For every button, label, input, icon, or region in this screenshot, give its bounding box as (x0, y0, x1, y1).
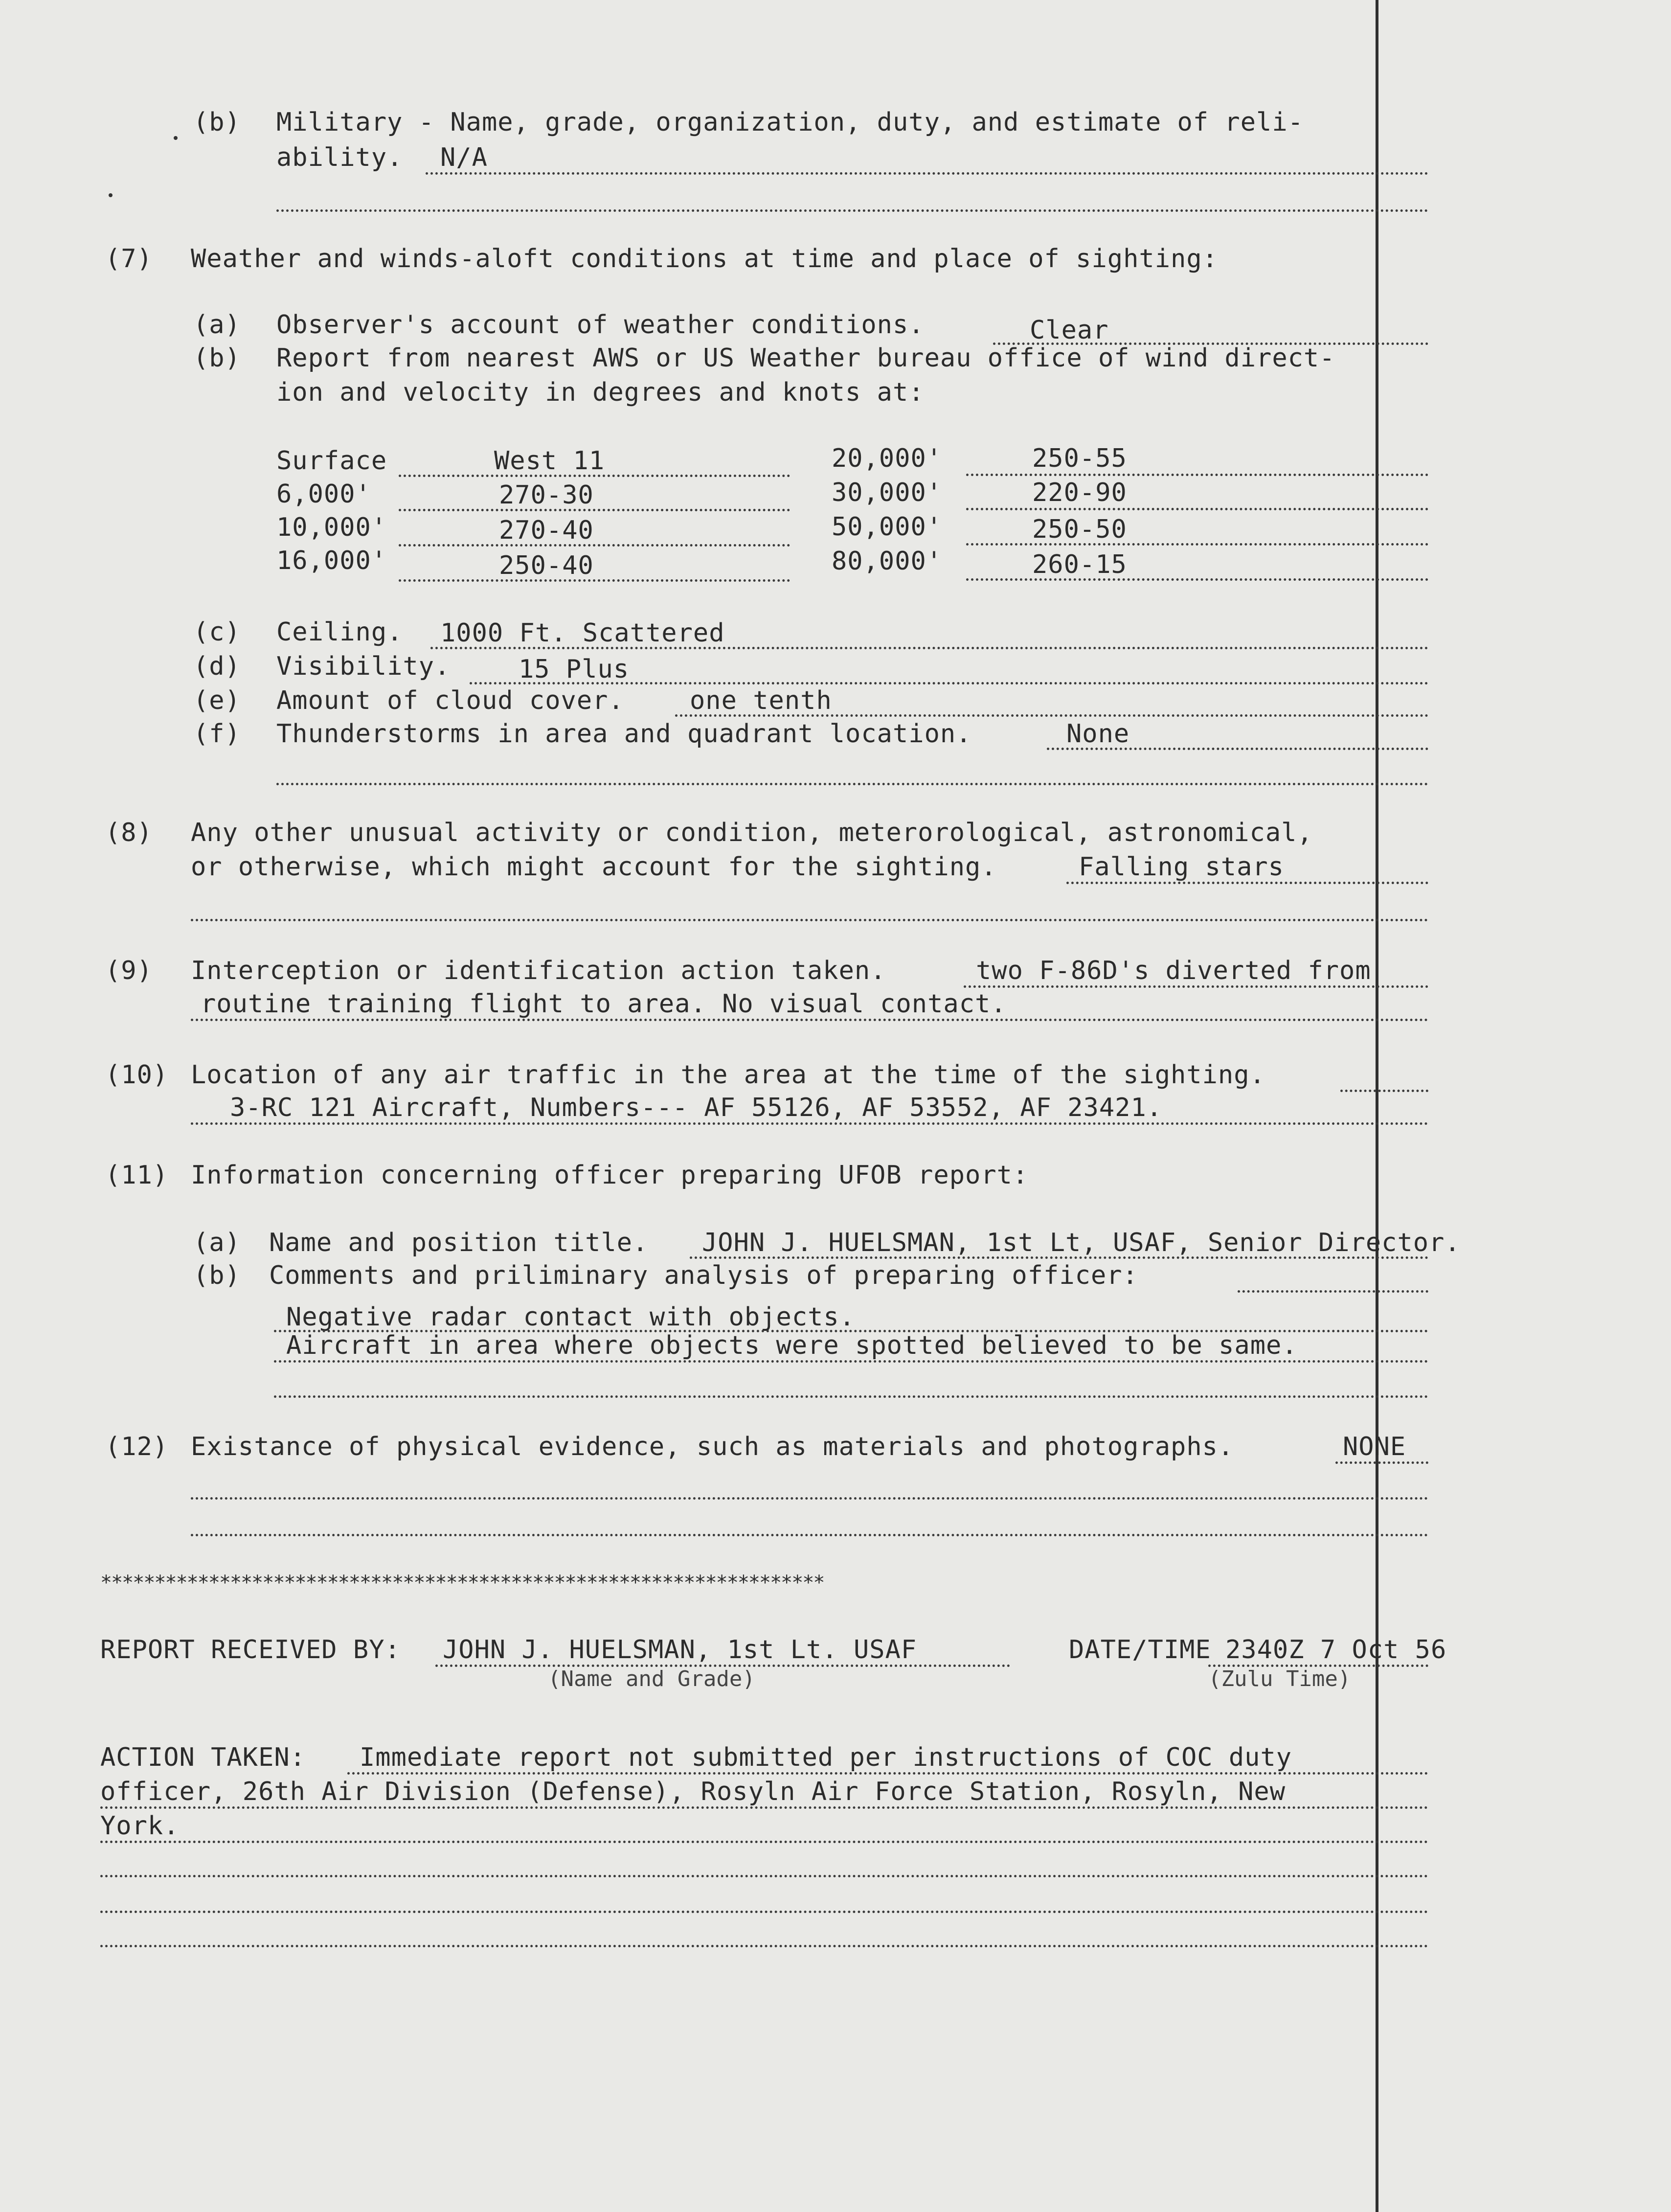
received-label: REPORT RECEIVED BY: (100, 1635, 401, 1665)
item6b-line1: Military - Name, grade, organization, duty, and estimate of reli- (276, 108, 1304, 137)
item11a-text: Name and position title. (269, 1228, 649, 1257)
item9-value2: routine training flight to area. No visual contact. (201, 989, 1007, 1019)
wind-alt-left-0: Surface (276, 446, 387, 476)
wind-alt-left-2: 10,000' (276, 513, 387, 542)
item11b-underline (1238, 1290, 1428, 1293)
item7e-label: (e) (193, 686, 241, 715)
wind-alt-left-3: 16,000' (276, 546, 387, 575)
item11a-label: (a) (193, 1228, 241, 1257)
item9-value1: two F-86D's diverted from (976, 956, 1371, 985)
received-date-value: 2340Z 7 Oct 56 (1225, 1635, 1447, 1665)
item12-underline (1335, 1461, 1428, 1464)
item12-text: Existance of physical evidence, such as materials and photographs. (191, 1432, 1234, 1461)
item6b-line2: ability. (276, 143, 403, 172)
item7e-text: Amount of cloud cover. (276, 686, 624, 715)
action-underline (100, 1841, 1428, 1843)
wind-underline (399, 544, 790, 547)
item7c-label: (c) (193, 617, 241, 647)
wind-val-right-1: 220-90 (1032, 478, 1127, 507)
item12-label: (12) (105, 1432, 169, 1461)
item11b-underline (274, 1360, 1428, 1363)
item10-underline (191, 1122, 1428, 1125)
action-line1: Immediate report not submitted per instructions of COC duty (360, 1743, 1292, 1772)
item11b-comment2: Aircraft in area where objects were spotted believed to be same. (286, 1331, 1298, 1360)
item8-blank-line (191, 919, 1428, 921)
item10-label: (10) (105, 1060, 169, 1090)
item12-value: NONE (1343, 1432, 1406, 1461)
item12-blank-line (191, 1497, 1428, 1500)
item10-value: 3-RC 121 Aircraft, Numbers--- AF 55126, AF 53552, AF 23421. (230, 1093, 1163, 1122)
action-line2: officer, 26th Air Division (Defense), Rosyln Air Force Station, Rosyln, New (100, 1777, 1286, 1806)
item6b-label: (b) (193, 108, 241, 137)
item6b-blank-line (276, 209, 1428, 212)
item11a-value: JOHN J. HUELSMAN, 1st Lt, USAF, Senior Director. (702, 1228, 1461, 1257)
item8-line2: or otherwise, which might account for the sighting. (191, 852, 997, 882)
wind-underline (399, 579, 790, 582)
action-blank-line (100, 1911, 1428, 1913)
item9-underline (964, 985, 1428, 988)
wind-underline (966, 508, 1428, 510)
item7b-label: (b) (193, 343, 241, 373)
wind-underline (966, 578, 1428, 581)
received-date-caption: (Zulu Time) (1208, 1666, 1351, 1691)
item7e-underline (675, 714, 1428, 717)
wind-alt-left-1: 6,000' (276, 479, 371, 509)
item7d-label: (d) (193, 652, 241, 681)
wind-alt-right-1: 30,000' (832, 478, 943, 507)
item9-label: (9) (105, 956, 153, 985)
item7d-underline (470, 682, 1428, 684)
item7-label: (7) (105, 244, 153, 274)
item11b-text: Comments and priliminary analysis of preparing officer: (269, 1261, 1138, 1290)
item7a-value: Clear (1030, 316, 1109, 345)
item11b-blank-line (274, 1395, 1428, 1398)
action-underline (347, 1772, 1428, 1775)
item6b-value: N/A (440, 143, 488, 172)
item7d-value: 15 Plus (519, 655, 630, 684)
wind-alt-right-0: 20,000' (832, 444, 943, 473)
item7f-blank-line (276, 783, 1428, 785)
item7c-underline (430, 647, 1428, 649)
item11b-label: (b) (193, 1261, 241, 1290)
wind-alt-right-2: 50,000' (832, 512, 943, 542)
wind-val-right-0: 250-55 (1032, 444, 1127, 473)
action-label: ACTION TAKEN: (100, 1743, 306, 1772)
item7f-text: Thunderstorms in area and quadrant location. (276, 719, 972, 749)
action-line3: York. (100, 1811, 180, 1841)
received-name: JOHN J. HUELSMAN, 1st Lt. USAF (443, 1635, 917, 1665)
item7f-value: None (1066, 719, 1130, 749)
item6b-underline (426, 172, 1428, 175)
item7b-line1: Report from nearest AWS or US Weather bureau office of wind direct- (276, 343, 1335, 373)
item7a-label: (a) (193, 310, 241, 340)
item7f-underline (1047, 748, 1428, 750)
item11-label: (11) (105, 1161, 169, 1190)
item12-blank-line (191, 1534, 1428, 1536)
item7b-line2: ion and velocity in degrees and knots at: (276, 378, 925, 407)
item7c-text: Ceiling. (276, 617, 403, 647)
wind-val-right-2: 250-50 (1032, 515, 1127, 544)
action-underline (100, 1806, 1428, 1809)
received-name-caption: (Name and Grade) (548, 1666, 755, 1691)
wind-underline (966, 474, 1428, 476)
wind-underline (399, 475, 790, 477)
wind-val-left-0: West 11 (494, 446, 605, 476)
item10-underline (1340, 1090, 1428, 1092)
item7e-value: one tenth (690, 686, 832, 715)
item8-underline (1066, 882, 1428, 884)
asterisk-separator: ******************************************************************* (100, 1572, 824, 1594)
item11a-underline (690, 1256, 1428, 1259)
item10-text: Location of any air traffic in the area at the time of the sighting. (191, 1060, 1265, 1090)
wind-val-right-3: 260-15 (1032, 550, 1127, 579)
item11-text: Information concerning officer preparing UFOB report: (191, 1161, 1029, 1190)
wind-underline (966, 543, 1428, 546)
wind-underline (399, 509, 790, 511)
action-blank-line (100, 1875, 1428, 1877)
wind-val-left-2: 270-40 (499, 516, 594, 545)
item7-text: Weather and winds-aloft conditions at time and place of sighting: (191, 244, 1218, 274)
wind-alt-right-3: 80,000' (832, 547, 943, 576)
wind-val-left-1: 270-30 (499, 480, 594, 510)
item11b-comment1: Negative radar contact with objects. (286, 1302, 856, 1332)
speck (109, 193, 113, 197)
speck (174, 136, 178, 140)
item7d-text: Visibility. (276, 652, 451, 681)
wind-val-left-3: 250-40 (499, 551, 594, 580)
margin-rule (1376, 0, 1378, 2212)
received-date-label: DATE/TIME (1069, 1635, 1211, 1665)
item7f-label: (f) (193, 719, 241, 749)
item9-text: Interception or identification action taken. (191, 956, 886, 985)
item9-underline (191, 1019, 1428, 1021)
item8-line1: Any other unusual activity or condition, meterorological, astronomical, (191, 818, 1313, 847)
item8-label: (8) (105, 818, 153, 847)
action-blank-line (100, 1945, 1428, 1947)
item8-value: Falling stars (1079, 852, 1284, 882)
item7a-text: Observer's account of weather conditions. (276, 310, 925, 340)
item7c-value: 1000 Ft. Scattered (440, 618, 725, 648)
